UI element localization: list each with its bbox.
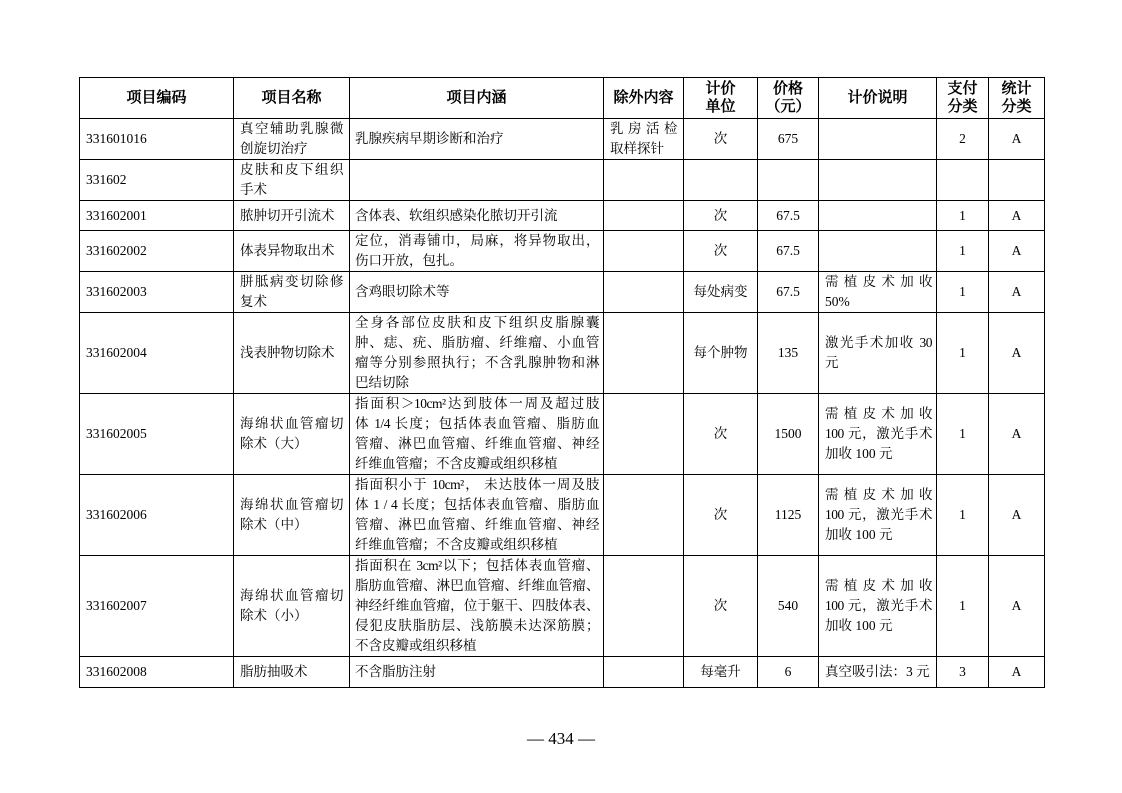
cell-content-line: 体 1 / 4 长度；包括体表血管瘤、脂肪血 — [355, 497, 599, 512]
cell-name — [234, 272, 350, 313]
cell-content — [350, 119, 604, 160]
fee-table — [79, 77, 1045, 688]
cell-stat-category — [989, 160, 1045, 201]
cell-unit: 次 — [684, 475, 758, 556]
cell-code: 331602006 — [80, 475, 234, 556]
cell-exclusion — [604, 201, 684, 231]
cell-note-line: 元 — [825, 355, 839, 370]
cell-content-line: 乳腺疾病早期诊断和治疗 — [355, 131, 504, 146]
cell-stat-category: A — [989, 475, 1045, 556]
cell-note-line: 100 元，激光手术 — [825, 598, 932, 613]
cell-note-line: 真空吸引法：3 元 — [825, 664, 930, 679]
header-price — [758, 78, 819, 119]
cell-unit: 每毫升 — [684, 657, 758, 688]
cell-code: 331602002 — [80, 231, 234, 272]
cell-price: 67.5 — [758, 272, 819, 313]
table-row — [80, 657, 1045, 688]
cell-note-line: 加收 100 元 — [825, 446, 893, 461]
cell-content-line: 指面积在 3cm²以下；包括体表血管瘤、 — [355, 558, 599, 573]
cell-price: 67.5 — [758, 231, 819, 272]
cell-pay-category: 1 — [937, 201, 989, 231]
header-stat-line: 统计 — [1001, 81, 1032, 97]
cell-name — [234, 657, 350, 688]
cell-name — [234, 231, 350, 272]
cell-name — [234, 119, 350, 160]
cell-price: 1500 — [758, 394, 819, 475]
cell-pay-category — [937, 160, 989, 201]
cell-pay-category: 2 — [937, 119, 989, 160]
header-stat-line: 分类 — [1001, 99, 1032, 115]
cell-exclusion — [604, 394, 684, 475]
cell-stat-category: A — [989, 272, 1045, 313]
cell-pay-category: 1 — [937, 556, 989, 657]
cell-note — [819, 394, 937, 475]
cell-note — [819, 657, 937, 688]
cell-exclusion-line: 取样探针 — [610, 141, 664, 156]
table-row — [80, 119, 1045, 160]
cell-name-line: 真空辅助乳腺微 — [240, 121, 343, 136]
cell-name-line: 除术（大） — [240, 436, 308, 451]
cell-pay-category: 1 — [937, 394, 989, 475]
cell-content — [350, 313, 604, 394]
header-row — [80, 78, 1045, 119]
table-row — [80, 272, 1045, 313]
cell-note — [819, 556, 937, 657]
cell-name-line: 复术 — [240, 294, 267, 309]
cell-price: 67.5 — [758, 201, 819, 231]
cell-unit: 每处病变 — [684, 272, 758, 313]
cell-content-line: 纤维血管瘤；不含皮瓣或组织移植 — [355, 456, 558, 471]
cell-exclusion-line: 乳房活检 — [610, 121, 677, 136]
cell-unit: 每个肿物 — [684, 313, 758, 394]
cell-note-line: 激光手术加收 30 — [825, 335, 932, 350]
header-pay-line: 分类 — [947, 99, 978, 115]
cell-unit: 次 — [684, 201, 758, 231]
cell-note-line: 100 元，激光手术 — [825, 426, 932, 441]
cell-name-line: 体表异物取出术 — [240, 243, 335, 258]
cell-unit: 次 — [684, 231, 758, 272]
cell-unit: 次 — [684, 119, 758, 160]
cell-name-line: 创旋切治疗 — [240, 141, 308, 156]
header-price-line: 价格 — [772, 81, 803, 97]
cell-price — [758, 160, 819, 201]
table-row — [80, 201, 1045, 231]
cell-code: 331602001 — [80, 201, 234, 231]
cell-pay-category: 1 — [937, 475, 989, 556]
cell-name-line: 海绵状血管瘤切 — [240, 588, 343, 603]
cell-content — [350, 475, 604, 556]
cell-exclusion — [604, 119, 684, 160]
cell-content-line: 指面积小于 10cm²， 未达肢体一周及肢 — [355, 477, 599, 492]
table-row — [80, 394, 1045, 475]
header-note: 计价说明 — [819, 78, 937, 119]
cell-stat-category: A — [989, 394, 1045, 475]
table-row — [80, 475, 1045, 556]
cell-name-line: 脂肪抽吸术 — [240, 664, 308, 679]
cell-content-line: 纤维血管瘤；不含皮瓣或组织移植 — [355, 537, 558, 552]
cell-content-line: 不含皮瓣或组织移植 — [355, 638, 477, 653]
cell-stat-category: A — [989, 119, 1045, 160]
cell-content-line: 侵犯皮肤脂肪层、浅筋膜未达深筋膜； — [355, 618, 599, 633]
cell-name-line: 海绵状血管瘤切 — [240, 497, 343, 512]
cell-note — [819, 119, 937, 160]
cell-stat-category: A — [989, 201, 1045, 231]
cell-stat-category: A — [989, 313, 1045, 394]
cell-code: 331602008 — [80, 657, 234, 688]
cell-note — [819, 231, 937, 272]
cell-price: 540 — [758, 556, 819, 657]
cell-content — [350, 201, 604, 231]
cell-price: 1125 — [758, 475, 819, 556]
cell-name-line: 浅表肿物切除术 — [240, 345, 335, 360]
header-stat-category — [989, 78, 1045, 119]
cell-name — [234, 475, 350, 556]
cell-unit — [684, 160, 758, 201]
cell-name-line: 除术（中） — [240, 517, 308, 532]
cell-name-line: 除术（小） — [240, 608, 308, 623]
cell-name-line: 脓肿切开引流术 — [240, 207, 335, 223]
cell-pay-category: 1 — [937, 313, 989, 394]
header-price-line: （元） — [765, 99, 811, 115]
cell-note-line: 需植皮术加收 — [825, 487, 932, 502]
cell-content-line: 管瘤、淋巴血管瘤、纤维血管瘤、神经 — [355, 436, 599, 451]
cell-code: 331602005 — [80, 394, 234, 475]
cell-name — [234, 394, 350, 475]
cell-content-line: 含鸡眼切除术等 — [355, 284, 450, 299]
table-row — [80, 160, 1045, 201]
cell-note-line: 50% — [825, 294, 850, 309]
cell-name-line: 海绵状血管瘤切 — [240, 416, 343, 431]
cell-price: 675 — [758, 119, 819, 160]
cell-note — [819, 313, 937, 394]
cell-content-line: 肿、痣、疣、脂肪瘤、纤维瘤、小血管 — [355, 335, 599, 350]
cell-content-line: 不含脂肪注射 — [355, 664, 436, 679]
cell-content-line: 伤口开放，包扎。 — [355, 253, 463, 268]
header-pay-line: 支付 — [947, 81, 978, 97]
cell-exclusion — [604, 231, 684, 272]
cell-unit: 次 — [684, 556, 758, 657]
cell-exclusion — [604, 272, 684, 313]
cell-code: 331602004 — [80, 313, 234, 394]
cell-content-line: 含体表、软组织感染化脓切开引流 — [355, 207, 558, 223]
cell-note-line: 需植皮术加收 — [825, 274, 932, 289]
cell-name — [234, 160, 350, 201]
cell-note — [819, 160, 937, 201]
cell-exclusion — [604, 313, 684, 394]
cell-exclusion — [604, 556, 684, 657]
header-exclusion: 除外内容 — [604, 78, 684, 119]
cell-content-line: 管瘤、淋巴血管瘤、纤维血管瘤、神经 — [355, 517, 599, 532]
cell-content-line: 全身各部位皮肤和皮下组织皮脂腺囊 — [355, 315, 599, 330]
cell-content — [350, 272, 604, 313]
cell-price: 6 — [758, 657, 819, 688]
cell-code: 331602003 — [80, 272, 234, 313]
cell-content — [350, 160, 604, 201]
cell-name-line: 胼胝病变切除修 — [240, 274, 343, 289]
cell-note — [819, 201, 937, 231]
cell-pay-category: 3 — [937, 657, 989, 688]
table-row — [80, 556, 1045, 657]
page-number: — 434 — — [527, 729, 595, 748]
cell-content-line: 体 1/4 长度；包括体表血管瘤、脂肪血 — [355, 416, 599, 431]
header-code: 项目编码 — [80, 78, 234, 119]
header-unit-line: 单位 — [705, 99, 736, 115]
table-row — [80, 313, 1045, 394]
cell-exclusion — [604, 475, 684, 556]
cell-content-line: 指面积＞10cm²达到肢体一周及超过肢 — [355, 396, 599, 411]
cell-note-line: 加收 100 元 — [825, 527, 893, 542]
cell-code: 331601016 — [80, 119, 234, 160]
cell-content — [350, 556, 604, 657]
header-unit-line: 计价 — [705, 81, 736, 97]
table-row — [80, 231, 1045, 272]
cell-note-line: 加收 100 元 — [825, 618, 893, 633]
cell-name-line: 皮肤和皮下组织 — [240, 162, 343, 177]
cell-note — [819, 475, 937, 556]
cell-stat-category: A — [989, 657, 1045, 688]
cell-name — [234, 556, 350, 657]
cell-content — [350, 394, 604, 475]
cell-exclusion — [604, 160, 684, 201]
cell-name — [234, 201, 350, 231]
cell-content-line: 神经纤维血管瘤，位于躯干、四肢体表、 — [355, 598, 599, 613]
cell-content-line: 瘤等分别参照执行；不含乳腺肿物和淋 — [355, 355, 599, 370]
cell-note-line: 需植皮术加收 — [825, 406, 932, 421]
cell-content — [350, 657, 604, 688]
cell-unit: 次 — [684, 394, 758, 475]
cell-note-line: 100 元，激光手术 — [825, 507, 932, 522]
cell-code: 331602 — [80, 160, 234, 201]
header-content: 项目内涵 — [350, 78, 604, 119]
cell-note — [819, 272, 937, 313]
cell-name-line: 手术 — [240, 182, 267, 197]
cell-name — [234, 313, 350, 394]
cell-stat-category: A — [989, 556, 1045, 657]
cell-exclusion — [604, 657, 684, 688]
header-pay-category — [937, 78, 989, 119]
cell-content-line: 巴结切除 — [355, 375, 409, 390]
cell-pay-category: 1 — [937, 231, 989, 272]
cell-stat-category: A — [989, 231, 1045, 272]
cell-content-line: 脂肪血管瘤、淋巴血管瘤、纤维血管瘤、 — [355, 578, 599, 593]
header-unit — [684, 78, 758, 119]
header-name: 项目名称 — [234, 78, 350, 119]
cell-note-line: 需植皮术加收 — [825, 578, 932, 593]
cell-content-line: 定位，消毒铺巾，局麻，将异物取出， — [355, 233, 599, 248]
cell-code: 331602007 — [80, 556, 234, 657]
cell-content — [350, 231, 604, 272]
cell-price: 135 — [758, 313, 819, 394]
cell-pay-category: 1 — [937, 272, 989, 313]
